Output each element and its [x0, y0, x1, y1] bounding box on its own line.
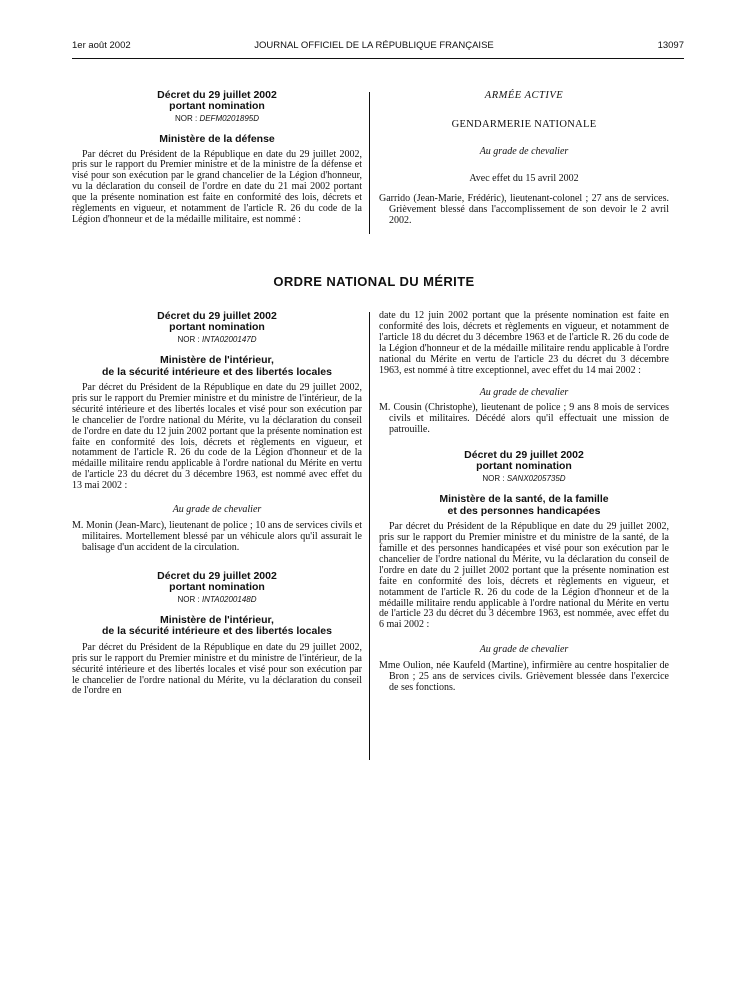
- person-entry: Garrido (Jean-Marie, Frédéric), lieutenant-colonel ; 27 ans de services. Grièvement blessé dans l'accomplissement de son devoir le 2 avril 2002.: [379, 193, 669, 226]
- nor-code: INTA0200148D: [201, 594, 257, 604]
- left-column: [72, 311, 362, 697]
- person-entry: Mme Oulion, née Kaufeld (Martine), infirmière au centre hospitalier de Bron ; 25 ans de services civils. Grièvement blessée dans l'exercice de ses fonctions.: [379, 660, 669, 694]
- header-date: 1er août 2002: [72, 40, 131, 51]
- person-entry: M. Monin (Jean-Marc), lieutenant de police ; 10 ans de services civils et militaires. Mortellement blessé par un véhicule alors qu'il assurait le balisage d'un accident de la circulation.: [72, 520, 362, 553]
- decree-title: Décret du 29 juillet 2002: [464, 449, 584, 462]
- decree-title: Décret du 29 juillet 2002: [157, 569, 277, 582]
- nor-reference: [72, 335, 362, 344]
- column-divider-top: [369, 92, 370, 234]
- ministry-name-line2: et des personnes handicapées: [447, 504, 601, 517]
- decree-sante: [379, 450, 669, 694]
- decree-interieur-2: [72, 571, 362, 698]
- section-heading: ARMÉE ACTIVE: [484, 90, 564, 101]
- order-title: ORDRE NATIONAL DU MÉRITE: [273, 274, 475, 289]
- nor-code: SANX0205735D: [506, 474, 566, 484]
- nor-label: NOR :: [174, 114, 198, 123]
- ministry-name: Ministère de la santé, de la famille: [439, 493, 609, 506]
- decree-body: Par décret du Président de la République en date du 29 juillet 2002, pris sur le rapport du Premier ministre et du ministre de l'intérieur, de la sécurité intérieure et des libertés locales et visé pour son exécution par le chancelier de l'ordre national du Mérite, vu la déclaration du conseil de l'ordre en: [72, 641, 362, 697]
- decree-subtitle: portant nomination: [476, 460, 572, 473]
- ministry-name: Ministère de l'intérieur,: [160, 354, 274, 366]
- effect-date: Avec effet du 15 avril 2002: [469, 173, 579, 184]
- page-number: 13097: [657, 40, 684, 51]
- person-entry: M. Cousin (Christophe), lieutenant de police ; 9 ans 8 mois de services civils et militaires. Décédé alors qu'il effectuait une mission de patrouille.: [379, 402, 669, 436]
- ministry-name-line2: de la sécurité intérieure et des libertés locales: [102, 365, 332, 378]
- grade-heading: Au grade de chevalier: [479, 644, 569, 656]
- decree-body: Par décret du Président de la République en date du 29 juillet 2002, pris sur le rapport du Premier ministre et du ministre de l'intérieur, de la sécurité intérieure et des libertés locales et visé pour son exécution par le chancelier de l'ordre national du Mérite, vu la déclaration du conseil de l'ordre en date du 12 juin 2002 portant que la présente nomination est faite en conformité des lois, décrets et règlements en vigueur, et notamment de l'article R. 26 du code de la Légion d'honneur et de la médaille militaire rendu applicable à l'ordre national du Mérite en vertu de l'article 23 du décret du 3 décembre 1963, est nommé avec effet du 13 mai 2002 :: [72, 382, 362, 492]
- decree-defense: [72, 90, 362, 226]
- corps-heading: GENDARMERIE NATIONALE: [451, 119, 597, 130]
- ministry-name: Ministère de l'intérieur,: [160, 613, 274, 626]
- nor-label: NOR :: [177, 594, 200, 604]
- decree-subtitle: portant nomination: [169, 580, 265, 593]
- grade-heading: Au grade de chevalier: [172, 504, 262, 516]
- nor-label: NOR :: [177, 335, 200, 344]
- decree-title: Décret du 29 juillet 2002: [157, 89, 277, 101]
- decree-body: Par décret du Président de la République en date du 29 juillet 2002, pris sur le rapport du Premier ministre et de la ministre de la défense et visé pour son exécution par le grand chancelier de la Légion d'honneur, vu la déclaration du conseil de l'ordre en date du 21 mai 2002 portant que la présente nomination est faite en conformité des lois, décrets et règlements en vigueur, et notamment de l'article R. 26 du code de la Légion d'honneur et de la médaille militaire, est nommé :: [72, 148, 362, 225]
- ministry-name: Ministère de la défense: [159, 133, 275, 145]
- armee-active-section: [379, 90, 669, 227]
- nor-reference: [72, 114, 362, 123]
- header-rule: [72, 58, 684, 59]
- decree-subtitle: portant nomination: [169, 321, 265, 333]
- column-divider-bottom: [369, 312, 370, 760]
- ministry-name-line2: de la sécurité intérieure et des libertés locales: [102, 625, 332, 638]
- journal-title: JOURNAL OFFICIEL DE LA RÉPUBLIQUE FRANÇAISE: [254, 40, 494, 51]
- decree-body: Par décret du Président de la République en date du 29 juillet 2002, pris sur le rapport du Premier ministre et du ministre de la santé, de la famille et des personnes handicapées et visé pour son exécution par le chancelier de l'ordre national du Mérite, vu la déclaration du conseil de l'ordre en date du 2 juillet 2002 portant que la présente nomination est faite en conformité des lois, décrets et règlements en vigueur, et notamment de l'article R. 26 du code de la Légion d'honneur et de la médaille militaire rendu applicable à l'ordre national du Mérite en vertu de l'article 23 du décret du 3 décembre 1963, est nommée, avec effet du 6 mai 2002 :: [379, 521, 669, 631]
- nor-code: INTA0200147D: [201, 335, 257, 344]
- grade-heading: Au grade de chevalier: [479, 387, 569, 399]
- nor-reference: [379, 474, 669, 483]
- nor-reference: [72, 595, 362, 604]
- nor-label: NOR :: [482, 474, 505, 484]
- right-column: [379, 311, 669, 694]
- grade-heading: Au grade de chevalier: [479, 146, 569, 157]
- decree-interieur-1: [72, 311, 362, 554]
- decree-body-continued: date du 12 juin 2002 portant que la présente nomination est faite en conformité des lois, décrets et règlements en vigueur, et notamment de l'article 18 du décret du 3 décembre 1963 et de l'article R. 26 du code de la Légion d'honneur et de la médaille militaire rendu applicable à l'ordre national du Mérite en vertu de l'article 23 du décret du 3 décembre 1963, est nommé à titre exceptionnel, avec effet du 14 mai 2002 :: [379, 310, 669, 376]
- nor-code: DEFM0201895D: [199, 114, 260, 123]
- decree-title: Décret du 29 juillet 2002: [157, 310, 277, 322]
- decree-subtitle: portant nomination: [169, 100, 265, 112]
